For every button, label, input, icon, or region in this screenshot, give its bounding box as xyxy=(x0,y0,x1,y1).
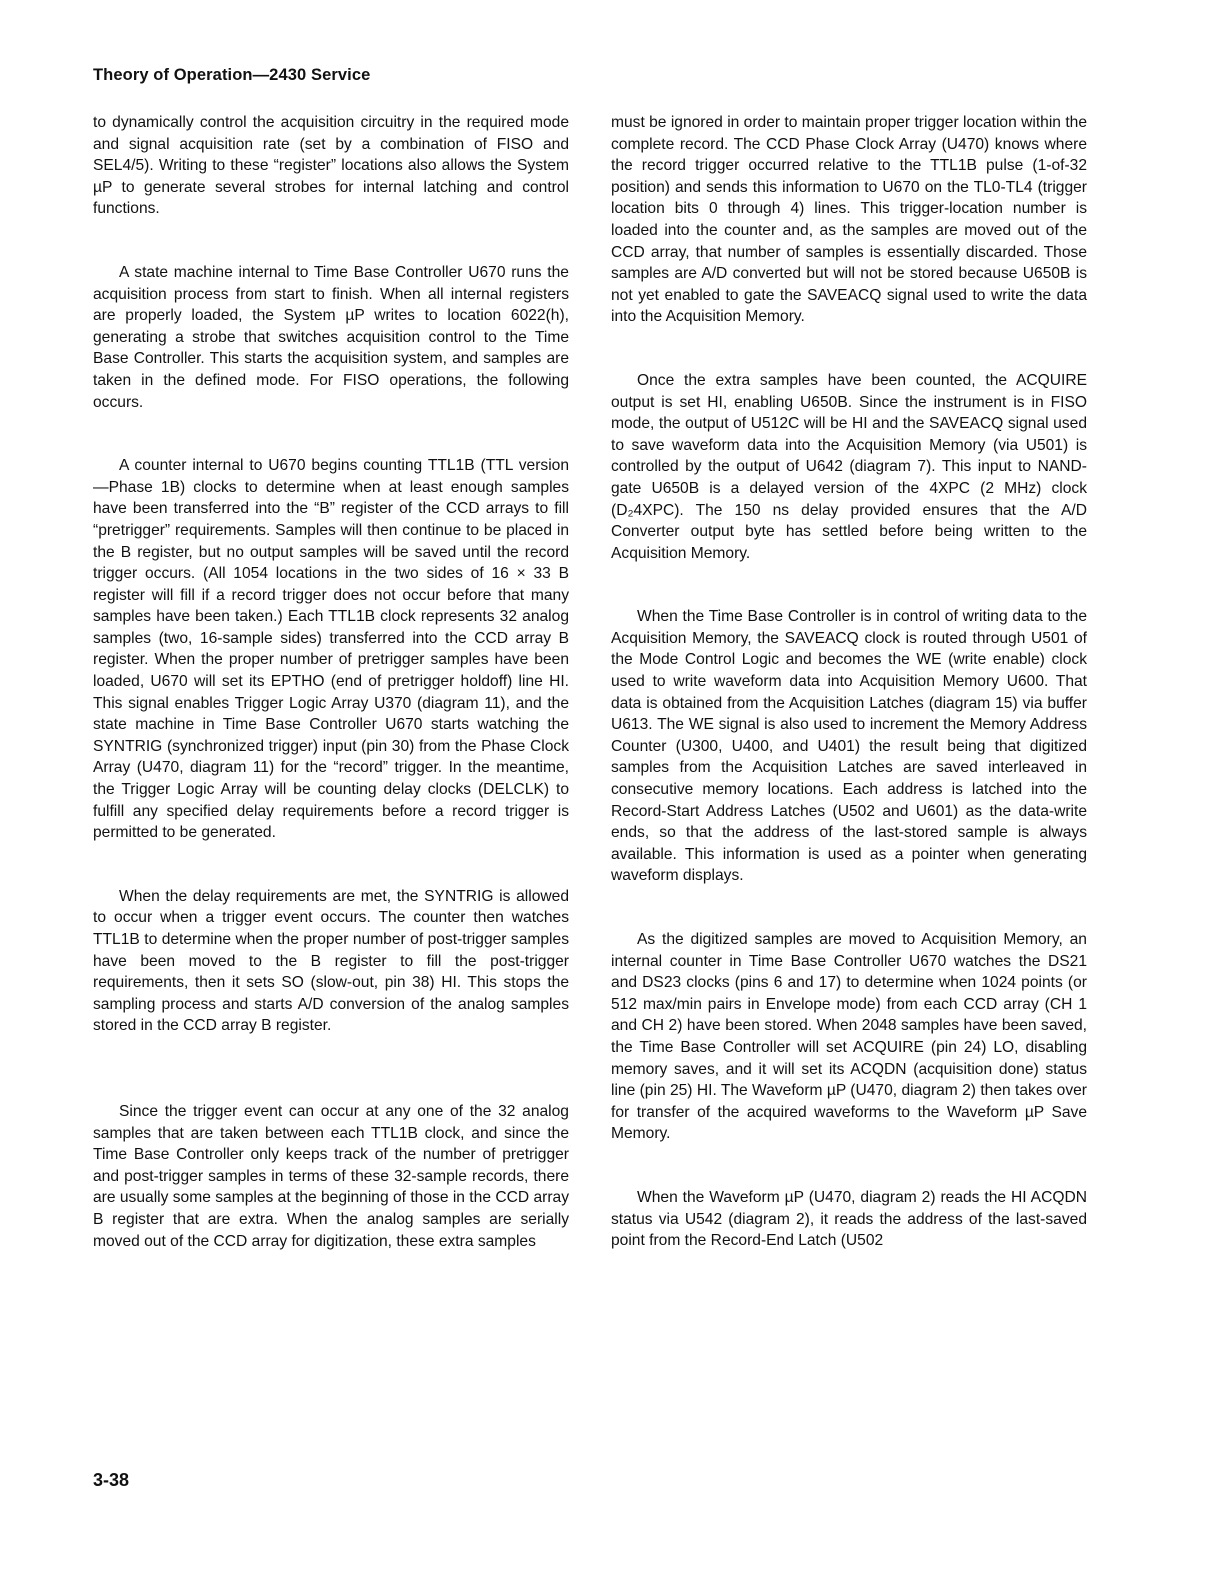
paragraph: must be ignored in order to maintain proper trigger location within the complete record. The CCD Phase Clock Array (U470) knows where the record trigger occurred relative to the TTL1B pulse (1-of-32 position) and sends this information to U670 on the TL0-TL4 (trigger location bits 0 through 4) lines. This trigger-location number is loaded into the counter and, as the samples are moved out of the CCD array, that number of samples is essentially discarded. Those samples are A/D converted but will not be stored because U650B is not yet enabled to gate the SAVEACQ signal used to write the data into the Acquisition Memory. xyxy=(611,114,1087,326)
page-number: 3-38 xyxy=(93,1470,130,1490)
right-column xyxy=(611,112,1087,1252)
paragraph: A counter internal to U670 begins counting TTL1B (TTL version—Phase 1B) clocks to determine when at least enough samples have been transferred into the “B” register of the CCD arrays to fill “pretrigger” requirements. Samples will then continue to be placed in the B register, but no output samples will be saved until the record trigger occurs. (All 1054 locations in the two sides of 16 × 33 B register will fill if a record trigger does not occur before that many samples have been taken.) Each TTL1B clock represents 32 analog samples (two, 16-sample sides) transferred into the CCD array B register. When the proper number of pretrigger samples have been loaded, U670 will set its EPTHO (end of pretrigger holdoff) line HI. This signal enables Trigger Logic Array U370 (diagram 11), and the state machine in Time Base Controller U670 starts watching the SYNTRIG (synchronized trigger) input (pin 30) from the Phase Clock Array (U470, diagram 11) for the “record” trigger. In the meantime, the Trigger Logic Array will be counting delay clocks (DELCLK) to fulfill any specified delay requirements before a record trigger is permitted to be generated. xyxy=(93,457,569,842)
paragraph: Once the extra samples have been counted, the ACQUIRE output is set HI, enabling U650B. Since the instrument is in FISO mode, the output of U512C will be HI and the SAVEACQ signal used to save waveform data into the Acquisition Memory (via U501) is controlled by the output of U642 (diagram 7). This input to NAND-gate U650B is a delayed version of the 4XPC (2 MHz) clock (D₂4XPC). The 150 ns delay provided ensures that the A/D Converter output byte has settled before being written to the Acquisition Memory. xyxy=(611,371,1087,562)
paragraph: When the delay requirements are met, the SYNTRIG is allowed to occur when a trigger event occurs. The counter then watches TTL1B to determine when the proper number of post-trigger samples have been moved to the B register to fill the post-trigger requirements, then it sets SO (slow-out, pin 38) HI. This stops the sampling process and starts A/D conversion of the analog samples stored in the CCD array B register. xyxy=(93,887,569,1035)
paragraph: When the Waveform µP (U470, diagram 2) reads the HI ACQDN status via U542 (diagram 2), it reads the address of the last-saved point from the Record-End Latch (U502 xyxy=(611,1188,1087,1250)
page-header: Theory of Operation—2430 Service xyxy=(93,66,371,84)
paragraph: Since the trigger event can occur at any one of the 32 analog samples that are taken between each TTL1B clock, and since the Time Base Controller only keeps track of the number of pretrigger and post-trigger samples in terms of these 32-sample records, there are usually some samples at the beginning of those in the CCD array B register that are extra. When the analog samples are serially moved out of the CCD array for digitization, these extra samples xyxy=(93,1102,569,1250)
left-column xyxy=(93,112,569,1252)
paragraph: to dynamically control the acquisition circuitry in the required mode and signal acquisition rate (set by a combination of FISO and SEL4/5). Writing to these “register” locations also allows the System µP to generate several strobes for internal latching and control functions. xyxy=(93,114,569,218)
paragraph: A state machine internal to Time Base Controller U670 runs the acquisition process from start to finish. When all internal registers are properly loaded, the System µP writes to location 6022(h), generating a strobe that switches acquisition control to the Time Base Controller. This starts the acquisition system, and samples are taken in the defined mode. For FISO operations, the following occurs. xyxy=(93,263,569,411)
paragraph: When the Time Base Controller is in control of writing data to the Acquisition Memory, the SAVEACQ clock is routed through U501 of the Mode Control Logic and becomes the WE (write enable) clock used to write waveform data into Acquisition Memory U600. That data is obtained from the Acquisition Latches (diagram 15) via buffer U613. The WE signal is also used to increment the Memory Address Counter (U300, U400, and U401) the result being that digitized samples from the Acquisition Latches are saved interleaved in consecutive memory locations. Each address is latched into the Record-Start Address Latches (U502 and U601) as the data-write ends, so that the address of the last-stored sample is always available. This information is used as a pointer when generating waveform displays. xyxy=(611,608,1087,885)
paragraph: As the digitized samples are moved to Acquisition Memory, an internal counter in Time Base Controller U670 watches the DS21 and DS23 clocks (pins 6 and 17) to determine when 1024 points (or 512 max/min pairs in Envelope mode) from each CCD array (CH 1 and CH 2) have been stored. When 2048 samples have been saved, the Time Base Controller will set ACQUIRE (pin 24) LO, disabling memory saves, and it will set its ACQDN (acquisition done) status line (pin 25) HI. The Waveform µP (U470, diagram 2) then takes over for transfer of the acquired waveforms to the Waveform µP Save Memory. xyxy=(611,931,1087,1143)
